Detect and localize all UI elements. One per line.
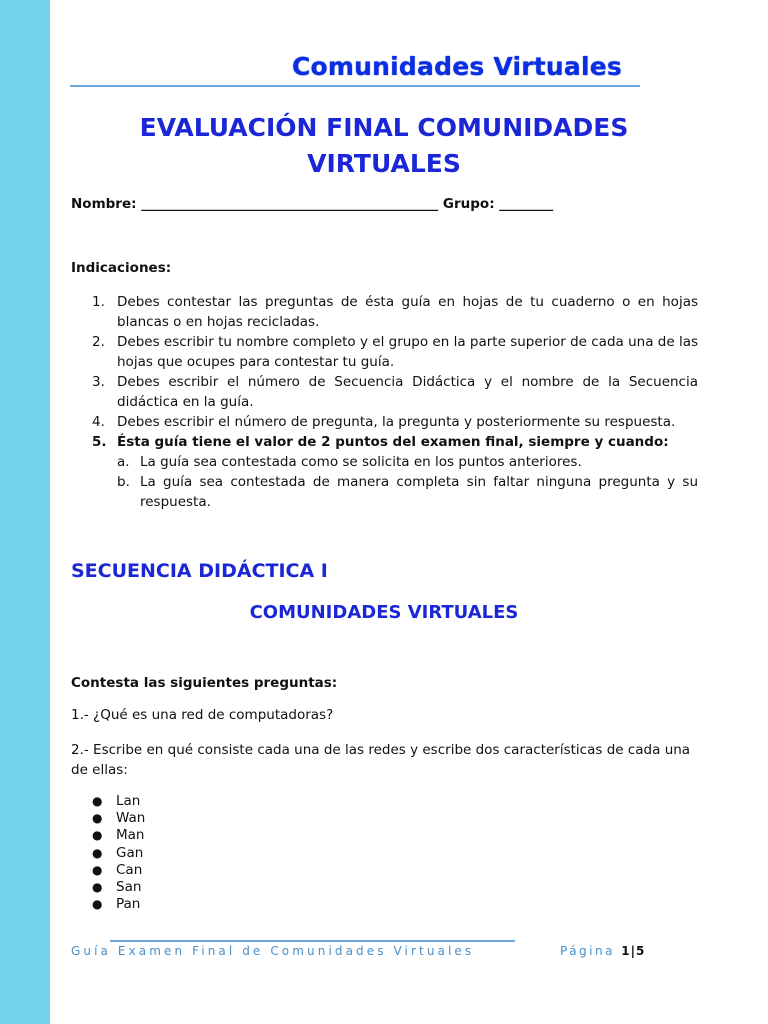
header-title: Comunidades Virtuales bbox=[292, 52, 622, 81]
list-item bbox=[92, 845, 145, 862]
indication-item bbox=[92, 372, 698, 412]
sub-indication-item bbox=[117, 472, 698, 512]
sub-indication-item bbox=[117, 452, 698, 472]
questions-heading: Contesta las siguientes preguntas: bbox=[71, 675, 338, 691]
sub-indication-text: La guía sea contestada de manera completa sin faltar ninguna pregunta y su respuesta. bbox=[140, 474, 698, 510]
footer-line bbox=[110, 940, 515, 942]
list-item bbox=[92, 827, 145, 844]
bullet-icon: ● bbox=[92, 845, 103, 860]
indication-text: Debes escribir el número de Secuencia Didáctica y el nombre de la Secuencia didáctica en la guía. bbox=[117, 374, 698, 410]
indication-item bbox=[92, 432, 698, 452]
indication-number: 1. bbox=[92, 294, 105, 310]
bullet-icon: ● bbox=[92, 862, 103, 877]
network-name: Can bbox=[116, 861, 143, 878]
indication-text: Debes escribir tu nombre completo y el grupo en la parte superior de cada una de las hojas que ocupes para contestar tu guía. bbox=[117, 334, 698, 370]
sub-indication-letter: b. bbox=[117, 474, 130, 490]
document-title-line1: EVALUACIÓN FINAL COMUNIDADES bbox=[139, 113, 629, 142]
page-total: 5 bbox=[636, 944, 646, 958]
question-2: 2.- Escribe en qué consiste cada una de las redes y escribe dos características de cada una de ellas: bbox=[71, 742, 691, 778]
network-name: Pan bbox=[116, 896, 141, 913]
document-title bbox=[60, 110, 708, 182]
bullet-icon: ● bbox=[92, 828, 103, 843]
indication-number: 3. bbox=[92, 374, 105, 390]
list-item bbox=[92, 862, 145, 879]
network-name: San bbox=[116, 879, 142, 896]
name-group-line: Nombre: ____________________________________________ Grupo: ________ bbox=[71, 196, 554, 212]
footer-page-number bbox=[560, 944, 645, 958]
section-subheading: COMUNIDADES VIRTUALES bbox=[249, 602, 519, 623]
indication-number: 4. bbox=[92, 414, 105, 430]
indication-text: Debes contestar las preguntas de ésta guía en hojas de tu cuaderno o en hojas blancas o en hojas recicladas. bbox=[117, 294, 698, 330]
network-name: Wan bbox=[116, 810, 146, 827]
document-title-line2: VIRTUALES bbox=[307, 149, 461, 178]
indication-text: Debes escribir el número de pregunta, la pregunta y posteriormente su respuesta. bbox=[117, 414, 676, 430]
list-item bbox=[92, 896, 145, 913]
indication-item bbox=[92, 412, 698, 432]
indication-number: 5. bbox=[92, 434, 107, 450]
bullet-icon: ● bbox=[92, 794, 103, 808]
sub-indication-letter: a. bbox=[117, 454, 130, 470]
network-list bbox=[92, 793, 145, 913]
list-item bbox=[92, 793, 145, 810]
section-heading: SECUENCIA DIDÁCTICA I bbox=[71, 560, 328, 582]
network-name: Lan bbox=[116, 793, 141, 809]
network-name: Man bbox=[116, 827, 145, 844]
bullet-icon: ● bbox=[92, 897, 103, 912]
list-item bbox=[92, 879, 145, 896]
indication-number: 2. bbox=[92, 334, 105, 350]
footer-guide-title: Guía Examen Final de Comunidades Virtuales bbox=[71, 944, 475, 958]
indication-item bbox=[92, 292, 698, 332]
sub-indication-text: La guía sea contestada como se solicita en los puntos anteriores. bbox=[140, 454, 582, 470]
header-underline bbox=[70, 85, 640, 87]
page-current: 1 bbox=[621, 944, 631, 958]
indications-heading: Indicaciones: bbox=[71, 260, 172, 276]
question-1: 1.- ¿Qué es una red de computadoras? bbox=[71, 707, 334, 723]
indication-text: Ésta guía tiene el valor de 2 puntos del examen final, siempre y cuando: bbox=[117, 434, 669, 450]
page-separator: | bbox=[630, 944, 637, 958]
bullet-icon: ● bbox=[92, 811, 103, 826]
bullet-icon: ● bbox=[92, 880, 103, 895]
page-label: Página bbox=[560, 944, 615, 958]
indication-item bbox=[92, 332, 698, 372]
list-item bbox=[92, 810, 145, 827]
side-color-bar bbox=[0, 0, 50, 1024]
network-name: Gan bbox=[116, 844, 144, 861]
